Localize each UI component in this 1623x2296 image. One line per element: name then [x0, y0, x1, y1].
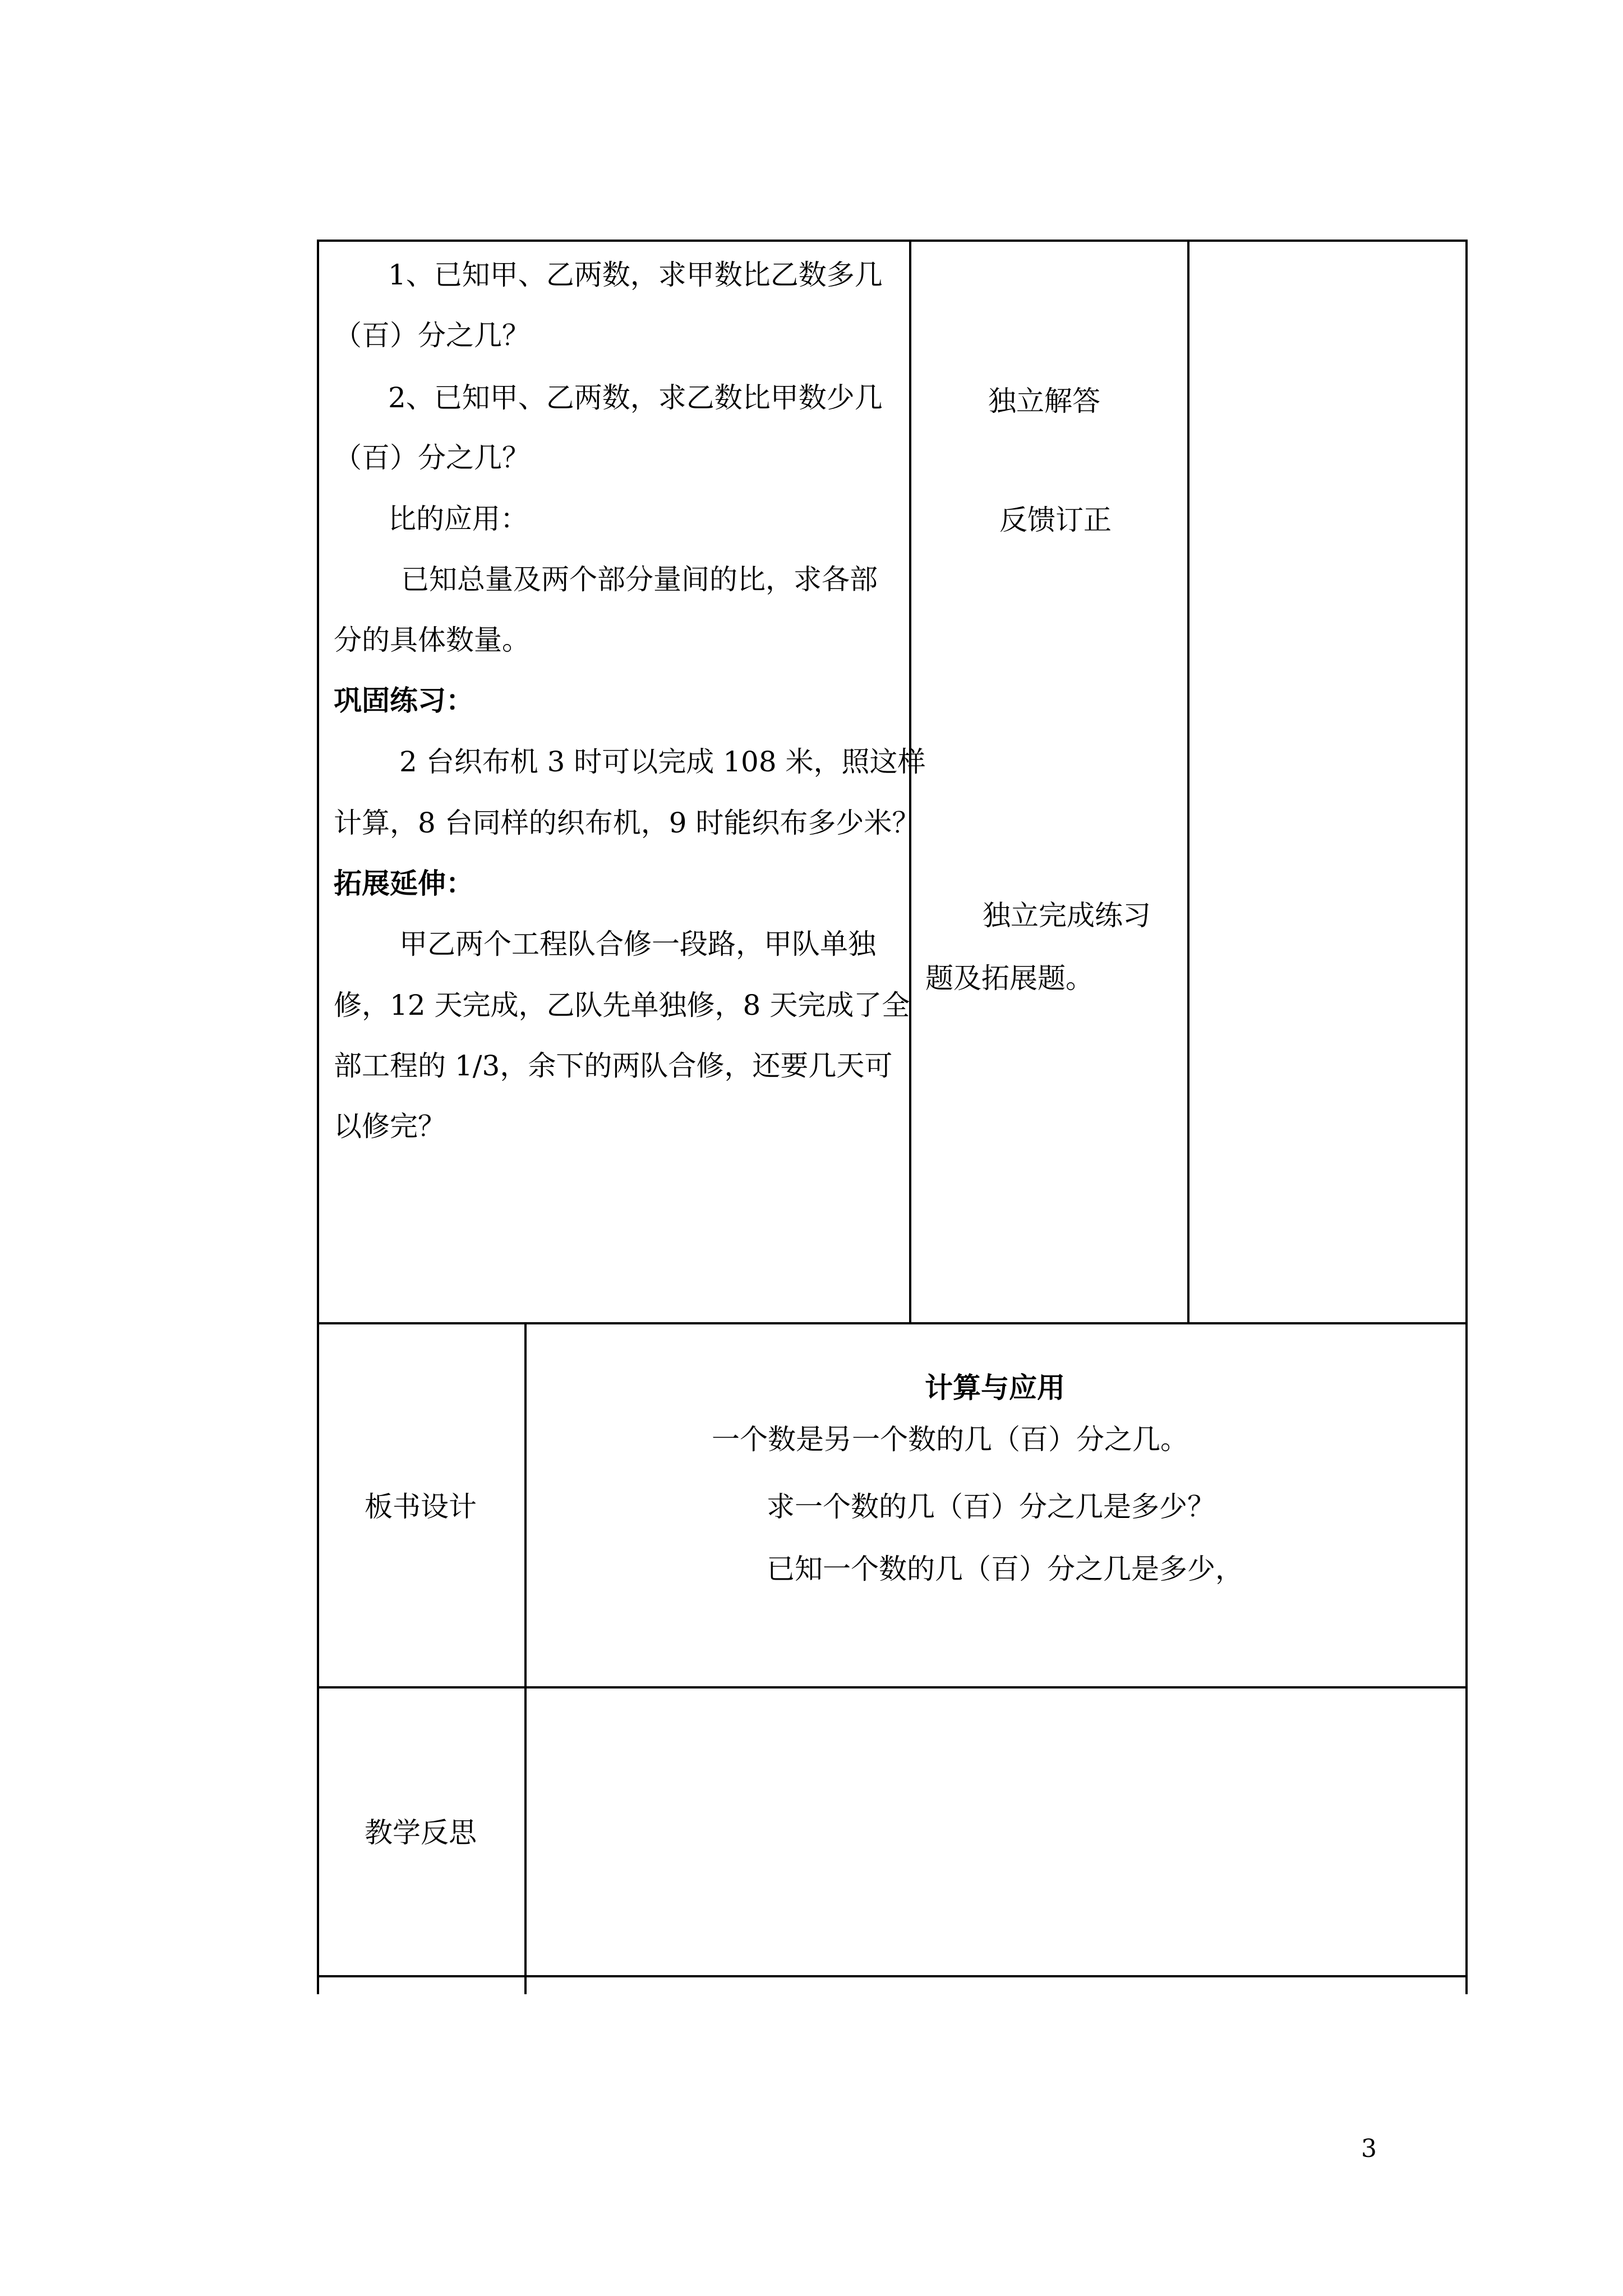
student-activity-feedback: 反馈订正 — [999, 504, 1112, 536]
extension-heading: 拓展延伸： — [334, 867, 474, 900]
item2-line1: 2、已知甲、乙两数，求乙数比甲数少几 — [388, 381, 883, 414]
practice-text-line1: 2 台织布机 3 时可以完成 108 米，照这样 — [399, 746, 926, 778]
board-design-title: 计算与应用 — [925, 1371, 1065, 1404]
extension-text-line4: 以修完？ — [334, 1110, 446, 1143]
table-left-border — [317, 240, 319, 1994]
table-bottom-border — [317, 1975, 1468, 1977]
student-activity-practice-line2: 题及拓展题。 — [925, 962, 1094, 995]
item2-line2: （百）分之几？ — [334, 441, 530, 474]
board-design-line3: 已知一个数的几（百）分之几是多少， — [767, 1553, 1243, 1585]
extension-text-line2: 修，12 天完成，乙队先单独修，8 天完成了全 — [334, 989, 910, 1022]
table-right-border — [1465, 240, 1468, 1994]
practice-heading: 巩固练习： — [334, 684, 474, 717]
label-column-divider — [524, 1322, 527, 1994]
board-design-line2: 求一个数的几（百）分之几是多少？ — [767, 1490, 1215, 1523]
row1-col2-divider — [909, 240, 911, 1324]
item1-line1: 1、已知甲、乙两数，求甲数比乙数多几 — [388, 259, 883, 291]
ratio-text-line2: 分的具体数量。 — [334, 624, 530, 656]
row1-bottom-border — [317, 1322, 1468, 1324]
row1-col3-divider — [1187, 240, 1189, 1324]
ratio-heading: 比的应用： — [388, 503, 528, 535]
extension-text-line1: 甲乙两个工程队合修一段路，甲队单独 — [399, 928, 876, 960]
extension-text-line3: 部工程的 1/3，余下的两队合修，还要几天可 — [334, 1050, 893, 1082]
ratio-text-line1: 已知总量及两个部分量间的比，求各部 — [401, 563, 878, 596]
item1-line2: （百）分之几？ — [334, 319, 530, 352]
row2-bottom-border — [317, 1686, 1468, 1688]
reflection-label: 教学反思 — [365, 1816, 477, 1849]
student-activity-practice-line1: 独立完成练习 — [983, 899, 1151, 932]
practice-text-line2: 计算，8 台同样的织布机，9 时能织布多少米？ — [334, 807, 920, 839]
page-number: 3 — [1361, 2134, 1377, 2163]
board-design-label: 板书设计 — [365, 1490, 477, 1523]
board-design-line1: 一个数是另一个数的几（百）分之几。 — [712, 1423, 1188, 1456]
table-top-border — [317, 240, 1468, 242]
student-activity-solve: 独立解答 — [988, 385, 1100, 417]
